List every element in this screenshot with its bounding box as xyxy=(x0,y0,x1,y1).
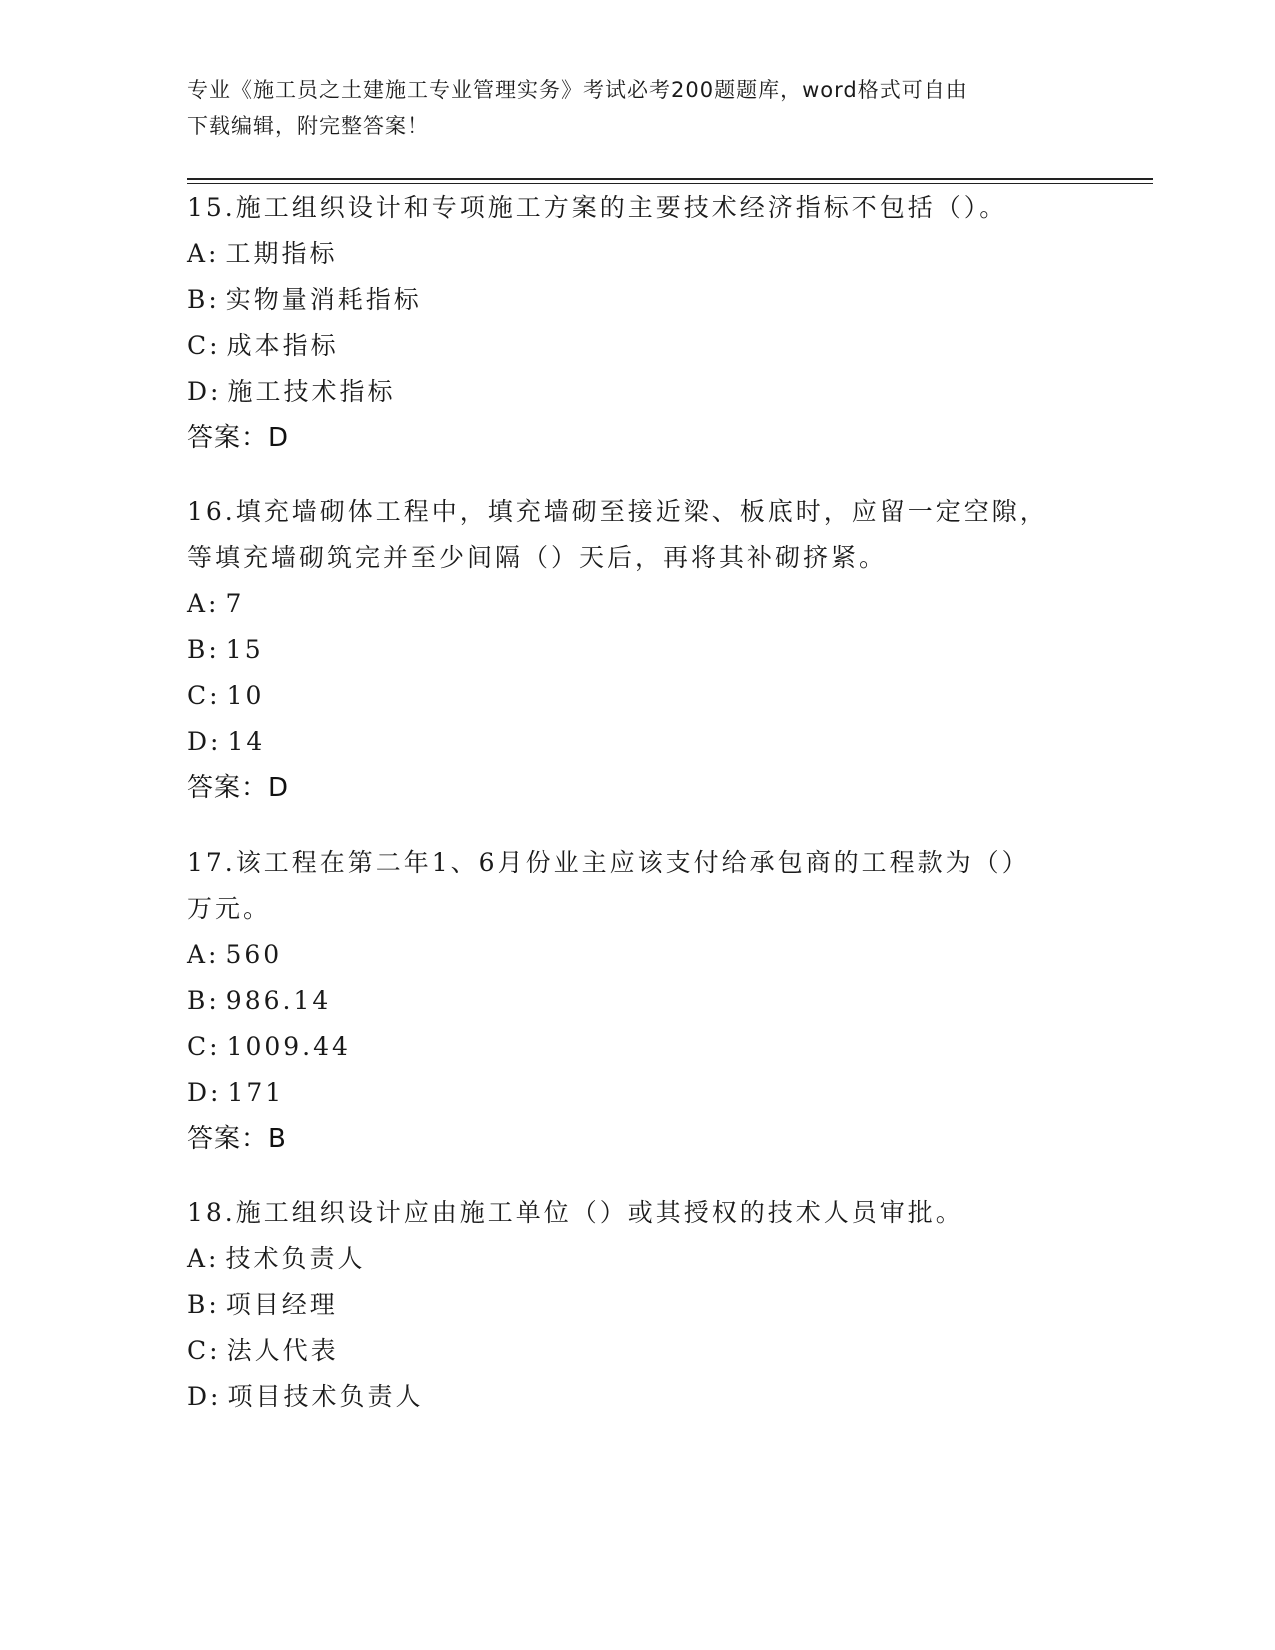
option-a xyxy=(187,932,1067,978)
option-letter: C: xyxy=(187,1032,221,1061)
option-a xyxy=(187,581,1067,627)
option-letter: B: xyxy=(187,635,220,664)
option-c xyxy=(187,1328,1067,1374)
option-text: 施工技术指标 xyxy=(227,377,396,406)
option-text: 171 xyxy=(227,1078,285,1107)
option-letter: A: xyxy=(187,940,220,969)
option-b xyxy=(187,1282,1067,1328)
option-text: 560 xyxy=(225,940,283,969)
option-d xyxy=(187,1070,1067,1116)
option-c xyxy=(187,673,1067,719)
option-letter: B: xyxy=(187,285,220,314)
option-a xyxy=(187,231,1067,277)
question-18 xyxy=(187,1190,1067,1420)
header-divider-bottom xyxy=(187,183,1153,184)
question-text: 15.施工组织设计和专项施工方案的主要技术经济指标不包括（）。 xyxy=(187,193,1008,222)
document-header xyxy=(187,72,1067,144)
option-text: 法人代表 xyxy=(226,1336,339,1365)
option-letter: D: xyxy=(187,377,222,406)
option-text: 项目经理 xyxy=(225,1290,338,1319)
option-letter: C: xyxy=(187,681,221,710)
option-text: 7 xyxy=(225,589,245,618)
option-text: 工期指标 xyxy=(225,239,338,268)
option-text: 成本指标 xyxy=(226,331,339,360)
option-text: 项目技术负责人 xyxy=(227,1382,424,1411)
option-letter: A: xyxy=(187,589,220,618)
option-letter: B: xyxy=(187,1290,220,1319)
question-text: 17.该工程在第二年1、6月份业主应该支付给承包商的工程款为（） xyxy=(187,848,1030,877)
option-letter: C: xyxy=(187,1336,221,1365)
header-line-1: 专业《施工员之土建施工专业管理实务》考试必考200题题库，word格式可自由 xyxy=(187,78,968,102)
option-b xyxy=(187,277,1067,323)
option-c xyxy=(187,1024,1067,1070)
question-text: 18.施工组织设计应由施工单位（）或其授权的技术人员审批。 xyxy=(187,1198,964,1227)
option-text: 实物量消耗指标 xyxy=(225,285,422,314)
option-letter: D: xyxy=(187,727,222,756)
question-text-continued: 等填充墙砌筑完并至少间隔（）天后，再将其补砌挤紧。 xyxy=(187,543,888,572)
option-text: 10 xyxy=(226,681,265,710)
question-17 xyxy=(187,840,1067,1162)
option-d xyxy=(187,369,1067,415)
option-text: 技术负责人 xyxy=(225,1244,366,1273)
option-letter: D: xyxy=(187,1382,222,1411)
question-text: 16.填充墙砌体工程中，填充墙砌至接近梁、板底时，应留一定空隙， xyxy=(187,497,1048,526)
question-16 xyxy=(187,489,1067,811)
option-d xyxy=(187,719,1067,765)
option-letter: C: xyxy=(187,331,221,360)
answer-line: 答案：D xyxy=(187,423,290,453)
header-divider-top xyxy=(187,178,1153,180)
header-line-2: 下载编辑，附完整答案！ xyxy=(187,114,429,138)
option-letter: A: xyxy=(187,239,220,268)
answer-line: 答案：D xyxy=(187,773,290,803)
option-letter: B: xyxy=(187,986,220,1015)
question-15 xyxy=(187,185,1067,461)
option-a xyxy=(187,1236,1067,1282)
option-b xyxy=(187,978,1067,1024)
option-letter: D: xyxy=(187,1078,222,1107)
option-text: 986.14 xyxy=(225,986,332,1015)
question-text-continued: 万元。 xyxy=(187,894,272,923)
option-c xyxy=(187,323,1067,369)
option-text: 14 xyxy=(227,727,266,756)
option-text: 15 xyxy=(225,635,264,664)
answer-line: 答案：B xyxy=(187,1124,287,1154)
option-letter: A: xyxy=(187,1244,220,1273)
option-text: 1009.44 xyxy=(226,1032,351,1061)
option-d xyxy=(187,1374,1067,1420)
option-b xyxy=(187,627,1067,673)
